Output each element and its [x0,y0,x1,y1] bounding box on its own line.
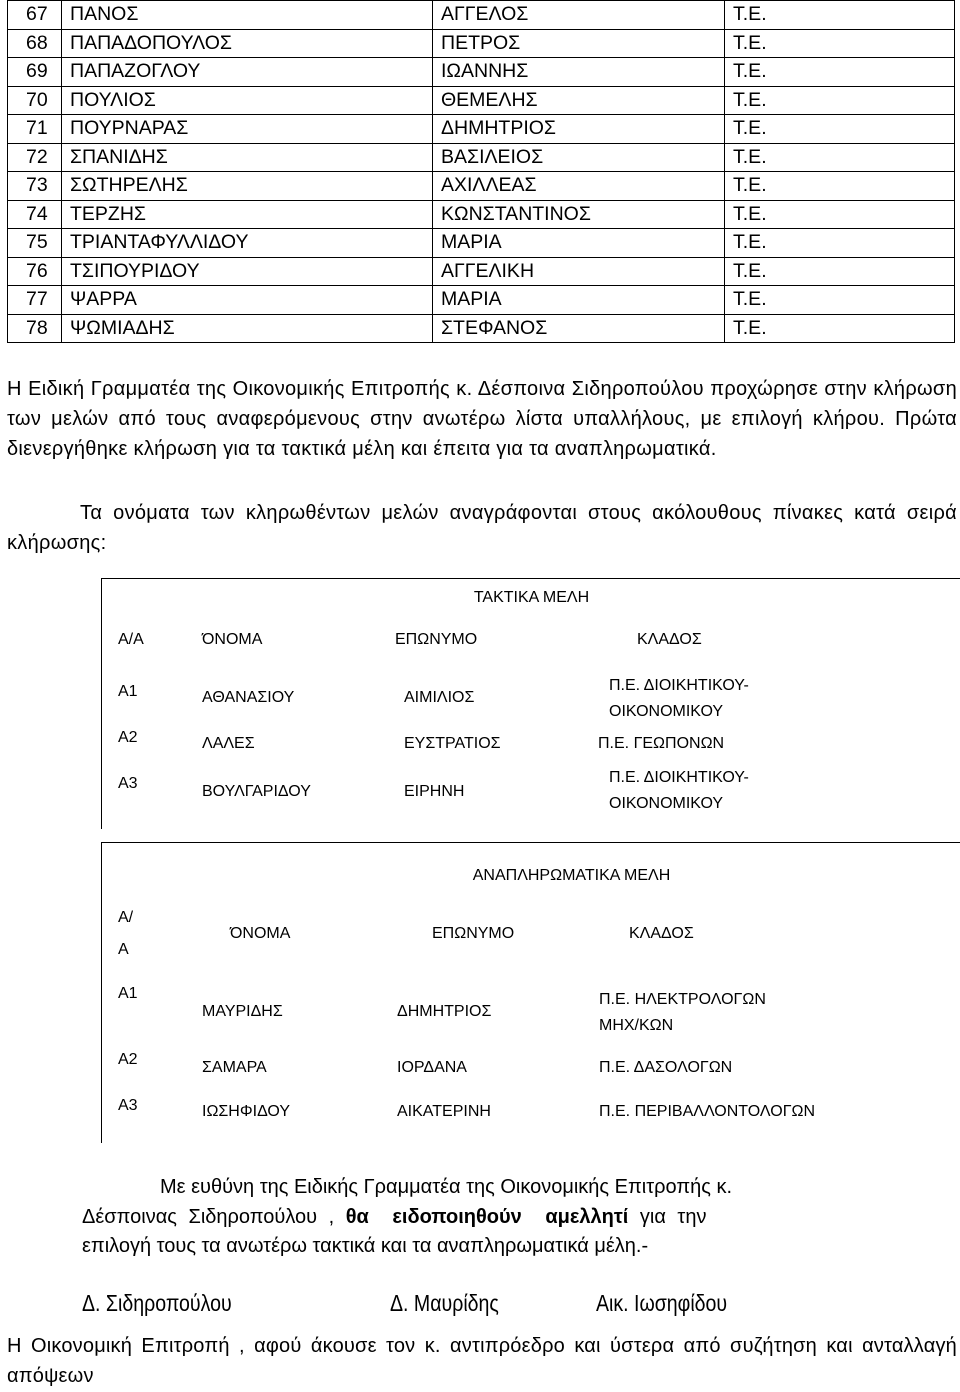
substitute-members-table [101,842,960,1143]
first-name-cell: ΜΑΡΙΑ [433,286,725,315]
first-name-cell: ΘΕΜΕΛΗΣ [433,86,725,115]
signature-3: Αικ. Ιωσηφίδου [596,1290,728,1316]
header-branch: ΚΛΑΔΟΣ [637,631,702,648]
table-row [8,172,955,201]
final-paragraph: Η Οικονομική Επιτροπή , αφού άκουσε τον κ. αντιπρόεδρο και ύστερα από συζήτηση και ανταλλαγή απόψεων [7,1335,957,1387]
table-row [8,86,955,115]
first-name-cell: ΚΩΝΣΤΑΝΤΙΝΟΣ [433,200,725,229]
row-number: 70 [8,86,62,115]
member-surname: ΕΙΡΗΝΗ [404,783,465,800]
first-name-cell: ΒΑΣΙΛΕΙΟΣ [433,143,725,172]
row-number: 77 [8,286,62,315]
first-name-cell: ΣΤΕΦΑΝΟΣ [433,314,725,343]
table-row [8,286,955,315]
member-name: ΒΟΥΛΓΑΡΙΔΟΥ [202,783,311,800]
row-number: 71 [8,115,62,144]
header-aa-1: Α/ [118,909,134,926]
responsibility-text: Με ευθύνη της Ειδικής Γραμματέα της Οικονομικής Επιτροπής κ. Δέσποινας Σιδηροπούλου , θα ειδοποιηθούν αμελλητί για την επιλογή τους τα ανωτέρω τακτικά και τα αναπληρωματικά μέλη.- [82,1176,733,1257]
row-number: 67 [8,1,62,30]
surname-cell: ΨΩΜΙΑΔΗΣ [62,314,433,343]
surname-cell: ΤΣΙΠΟΥΡΙΔΟΥ [62,257,433,286]
signature-1: Δ. Σιδηροπούλου [82,1290,232,1316]
class-cell: Τ.Ε. [725,172,955,201]
member-name: ΛΑΛΕΣ [202,735,255,752]
header-aa: Α/Α [118,631,144,648]
first-name-cell: ΑΓΓΕΛΙΚΗ [433,257,725,286]
table-row [8,58,955,87]
class-cell: Τ.Ε. [725,1,955,30]
signature-2: Δ. Μαυρίδης [390,1290,499,1316]
row-index: Α3 [118,1097,138,1114]
row-number: 76 [8,257,62,286]
row-number: 73 [8,172,62,201]
paragraph-lottery: Η Ειδική Γραμματέα της Οικονομικής Επιτροπής κ. Δέσποινα Σιδηροπούλου προχώρησε στην κλήρωση των μελών από τους αναφερόμενους στην ανωτέρω λίστα υπαλλήλους, με επιλογή κλήρου. Πρώτα διενεργήθηκε κλήρωση για τα τακτικά μέλη και έπειτα για τα αναπληρωματικά. [7,378,957,460]
surname-cell: ΠΑΝΟΣ [62,1,433,30]
row-index: Α1 [118,683,138,700]
table-row [8,1,955,30]
class-cell: Τ.Ε. [725,286,955,315]
first-name-cell: ΙΩΑΝΝΗΣ [433,58,725,87]
table-row [8,29,955,58]
first-name-cell: ΑΓΓΕΛΟΣ [433,1,725,30]
class-cell: Τ.Ε. [725,229,955,258]
header-name: ΌΝΟΜΑ [230,925,291,942]
class-cell: Τ.Ε. [725,143,955,172]
member-branch-cont: ΜΗΧ/ΚΩΝ [599,1017,674,1034]
row-number: 75 [8,229,62,258]
surname-cell: ΤΡΙΑΝΤΑΦΥΛΛΙΔΟΥ [62,229,433,258]
member-branch: Π.Ε. ΔΙΟΙΚΗΤΙΚΟΥ- [609,677,749,694]
surname-cell: ΣΩΤΗΡΕΛΗΣ [62,172,433,201]
first-name-cell: ΜΑΡΙΑ [433,229,725,258]
header-aa-2: Α [118,941,129,958]
regular-members-table [101,578,960,829]
member-name: ΜΑΥΡΙΔΗΣ [202,1003,283,1020]
table-row [8,314,955,343]
member-surname: ΕΥΣΤΡΑΤΙΟΣ [404,735,501,752]
row-index: Α3 [118,775,138,792]
member-branch-cont: ΟΙΚΟΝΟΜΙΚΟΥ [609,795,724,812]
row-number: 78 [8,314,62,343]
row-index: Α2 [118,1051,138,1068]
header-surname: ΕΠΩΝΥΜΟ [432,925,515,942]
table-row [8,115,955,144]
surname-cell: ΠΑΠΑΖΟΓΛΟΥ [62,58,433,87]
regular-title: ΤΑΚΤΙΚΑ ΜΕΛΗ [473,589,590,606]
member-surname: ΔΗΜΗΤΡΙΟΣ [397,1003,492,1020]
class-cell: Τ.Ε. [725,200,955,229]
member-branch: Π.Ε. ΠΕΡΙΒΑΛΛΟΝΤΟΛΟΓΩΝ [599,1103,816,1120]
member-surname: ΑΙΜΙΛΙΟΣ [404,689,475,706]
surname-cell: ΣΠΑΝΙΔΗΣ [62,143,433,172]
member-branch: Π.Ε. ΔΑΣΟΛΟΓΩΝ [599,1059,733,1076]
header-branch: ΚΛΑΔΟΣ [629,925,694,942]
substitute-title: ΑΝΑΠΛΗΡΩΜΑΤΙΚΑ ΜΕΛΗ [472,867,671,884]
surname-cell: ΨΑΡΡΑ [62,286,433,315]
member-branch-cont: ΟΙΚΟΝΟΜΙΚΟΥ [609,703,724,720]
row-index: Α1 [118,985,138,1002]
row-number: 74 [8,200,62,229]
row-index: Α2 [118,729,138,746]
class-cell: Τ.Ε. [725,115,955,144]
member-surname: ΙΟΡΔΑΝΑ [397,1059,467,1076]
row-number: 69 [8,58,62,87]
table-row [8,229,955,258]
class-cell: Τ.Ε. [725,314,955,343]
member-name: ΣΑΜΑΡΑ [202,1059,267,1076]
paragraph-results: Τα ονόματα των κληρωθέντων μελών αναγράφονται στους ακόλουθους πίνακες κατά σειρά κλήρωσης: [7,502,957,554]
class-cell: Τ.Ε. [725,86,955,115]
table-row [8,200,955,229]
surname-cell: ΠΑΠΑΔΟΠΟΥΛΟΣ [62,29,433,58]
class-cell: Τ.Ε. [725,29,955,58]
table-row [8,143,955,172]
header-name: ΌΝΟΜΑ [202,631,263,648]
member-surname: ΑΙΚΑΤΕΡΙΝΗ [397,1103,491,1120]
class-cell: Τ.Ε. [725,257,955,286]
row-number: 68 [8,29,62,58]
surname-cell: ΠΟΥΛΙΟΣ [62,86,433,115]
header-surname: ΕΠΩΝΥΜΟ [395,631,478,648]
surname-cell: ΤΕΡΖΗΣ [62,200,433,229]
class-cell: Τ.Ε. [725,58,955,87]
member-branch: Π.Ε. ΔΙΟΙΚΗΤΙΚΟΥ- [609,769,749,786]
surname-cell: ΠΟΥΡΝΑΡΑΣ [62,115,433,144]
member-name: ΙΩΣΗΦΙΔΟΥ [202,1103,291,1120]
employee-table [7,0,955,343]
first-name-cell: ΑΧΙΛΛΕΑΣ [433,172,725,201]
member-name: ΑΘΑΝΑΣΙΟΥ [202,689,295,706]
row-number: 72 [8,143,62,172]
first-name-cell: ΠΕΤΡΟΣ [433,29,725,58]
member-branch: Π.Ε. ΗΛΕΚΤΡΟΛΟΓΩΝ [599,991,766,1008]
member-branch: Π.Ε. ΓΕΩΠΟΝΩΝ [598,735,725,752]
first-name-cell: ΔΗΜΗΤΡΙΟΣ [433,115,725,144]
table-row [8,257,955,286]
